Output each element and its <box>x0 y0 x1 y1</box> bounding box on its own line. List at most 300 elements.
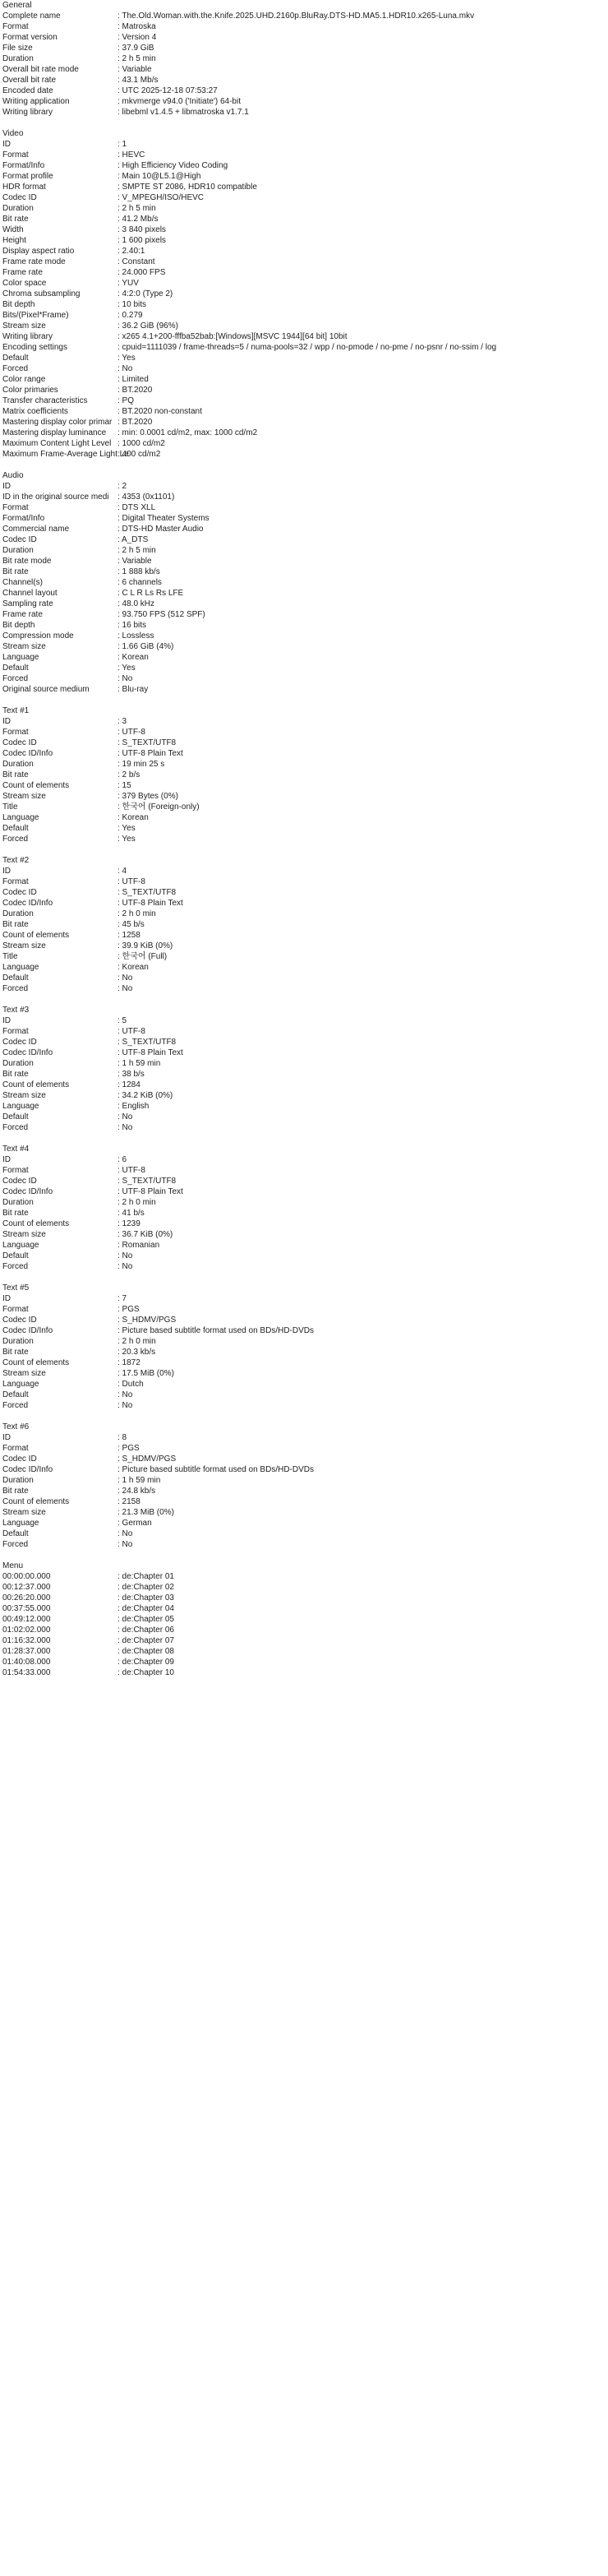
info-value: : No <box>117 984 133 993</box>
info-value: : 34.2 KiB (0%) <box>117 1091 173 1100</box>
info-value: : libebml v1.4.5 + libmatroska v1.7.1 <box>117 108 249 117</box>
info-row <box>2 1571 608 1582</box>
section-general <box>2 0 608 118</box>
info-key: Matrix coefficients <box>2 407 68 416</box>
info-key: Frame rate mode <box>2 257 66 266</box>
info-key: Complete name <box>2 12 61 21</box>
info-value: : 39.9 KiB (0%) <box>117 941 173 950</box>
info-value: : UTF-8 Plain Text <box>117 899 183 908</box>
info-row <box>2 1336 608 1347</box>
section-heading: Audio <box>2 471 24 480</box>
section-text-3 <box>2 1005 608 1133</box>
info-row <box>2 1357 608 1368</box>
section-text-5 <box>2 1283 608 1411</box>
info-row <box>2 1400 608 1411</box>
info-row <box>2 759 608 770</box>
info-value: : A_DTS <box>117 535 149 544</box>
info-key: ID <box>2 717 11 726</box>
info-value: : 한국어 (Full) <box>117 952 168 961</box>
info-value: : S_HDMV/PGS <box>117 1316 177 1325</box>
info-key: Format <box>2 503 29 512</box>
section-heading: Text #1 <box>2 706 30 715</box>
info-key: Width <box>2 225 24 234</box>
info-value: : de:Chapter 10 <box>117 1668 174 1677</box>
info-key: Writing library <box>2 332 53 341</box>
info-value: : Korean <box>117 963 149 972</box>
info-value: : 2 h 0 min <box>117 1337 156 1346</box>
info-row <box>2 609 608 620</box>
info-value: : No <box>117 674 133 683</box>
info-value: : 1.66 GiB (4%) <box>117 642 174 651</box>
info-row <box>2 1657 608 1667</box>
info-value: : 6 channels <box>117 578 162 587</box>
info-value: : 1239 <box>117 1219 140 1228</box>
section-gap <box>2 460 608 470</box>
info-row <box>2 556 608 567</box>
info-value: : 41.2 Mb/s <box>117 215 159 224</box>
info-key: 01:54:33.000 <box>2 1668 51 1677</box>
info-key: Codec ID <box>2 738 37 747</box>
info-row <box>2 21 608 32</box>
info-row <box>2 1197 608 1208</box>
section-gap <box>2 1133 608 1144</box>
info-row <box>2 727 608 738</box>
info-value: : min: 0.0001 cd/m2, max: 1000 cd/m2 <box>117 428 258 437</box>
info-row <box>2 684 608 695</box>
info-value: : 1258 <box>117 931 140 940</box>
info-key: Bit rate <box>2 770 29 779</box>
info-key: Default <box>2 1529 29 1538</box>
info-row <box>2 1582 608 1593</box>
info-value: : No <box>117 974 133 983</box>
info-value: : 3 840 pixels <box>117 225 166 234</box>
info-row <box>2 502 608 513</box>
info-key: Chroma subsampling <box>2 289 81 298</box>
info-row <box>2 278 608 289</box>
info-row <box>2 909 608 919</box>
info-row <box>2 1614 608 1625</box>
info-key: Original source medium <box>2 685 90 694</box>
info-key: Language <box>2 813 39 822</box>
info-row <box>2 203 608 214</box>
info-value: : 6 <box>117 1155 127 1164</box>
info-key: Language <box>2 653 39 662</box>
info-row <box>2 812 608 823</box>
info-value: : de:Chapter 07 <box>117 1636 174 1645</box>
info-key: Format <box>2 728 29 737</box>
info-key: Bits/(Pixel*Frame) <box>2 311 69 320</box>
info-value: : No <box>117 1401 133 1410</box>
info-key: Height <box>2 236 26 245</box>
info-value: : Variable <box>117 65 152 74</box>
info-key: Forced <box>2 1262 29 1271</box>
info-value: : UTF-8 Plain Text <box>117 1187 183 1196</box>
info-row <box>2 1112 608 1122</box>
info-value: : 7 <box>117 1294 127 1303</box>
info-key: Duration <box>2 1198 34 1207</box>
info-value: : Limited <box>117 375 149 384</box>
info-row <box>2 267 608 278</box>
info-row <box>2 513 608 524</box>
info-value: : 21.3 MiB (0%) <box>117 1508 174 1517</box>
info-value: : BT.2020 <box>117 386 153 395</box>
info-value: : Variable <box>117 557 152 566</box>
info-value: : C L R Ls Rs LFE <box>117 589 184 598</box>
info-key: Codec ID/Info <box>2 1465 53 1474</box>
info-row <box>2 1154 608 1165</box>
info-row <box>2 182 608 192</box>
info-row <box>2 449 608 460</box>
info-row <box>2 214 608 224</box>
info-key: ID <box>2 1155 11 1164</box>
info-value: : The.Old.Woman.with.the.Knife.2025.UHD.2160p.BluRay.DTS-HD.MA5.1.HDR10.x265-Luna.mkv <box>117 12 475 21</box>
info-key: Color space <box>2 279 47 288</box>
info-row <box>2 53 608 64</box>
info-key: Codec ID/Info <box>2 1326 53 1335</box>
info-value: : Constant <box>117 257 155 266</box>
info-key: Forced <box>2 984 29 993</box>
section-text-4 <box>2 1144 608 1272</box>
info-row <box>2 791 608 802</box>
info-value: : 20.3 kb/s <box>117 1348 156 1357</box>
info-row <box>2 534 608 545</box>
info-value: : Blu-ray <box>117 685 149 694</box>
section-gap <box>2 1411 608 1422</box>
info-row <box>2 716 608 727</box>
info-row <box>2 363 608 374</box>
info-key: Default <box>2 354 29 363</box>
info-value: : S_TEXT/UTF8 <box>117 1038 177 1047</box>
info-key: Frame rate <box>2 268 43 277</box>
info-key: Default <box>2 1251 29 1260</box>
info-row <box>2 823 608 834</box>
info-row <box>2 331 608 342</box>
info-key: Language <box>2 1519 39 1528</box>
info-row <box>2 246 608 257</box>
info-value: : 2.40:1 <box>117 247 145 256</box>
info-row <box>2 438 608 449</box>
info-row <box>2 1315 608 1325</box>
info-value: : PQ <box>117 396 135 405</box>
info-key: Title <box>2 802 18 812</box>
info-key: Codec ID/Info <box>2 1187 53 1196</box>
info-row <box>2 1122 608 1133</box>
info-key: Overall bit rate mode <box>2 65 79 74</box>
info-row <box>2 310 608 321</box>
info-row <box>2 1486 608 1496</box>
info-row <box>2 289 608 299</box>
info-value: : Matroska <box>117 22 156 31</box>
info-row <box>2 1603 608 1614</box>
info-key: Maximum Frame-Average Light Le <box>2 450 129 459</box>
info-row <box>2 1347 608 1357</box>
info-key: Commercial name <box>2 525 70 534</box>
info-row <box>2 1507 608 1518</box>
info-key: Codec ID <box>2 1316 37 1325</box>
section-gap <box>2 1550 608 1561</box>
info-value: : 8 <box>117 1433 127 1442</box>
info-row <box>2 428 608 438</box>
info-row <box>2 1635 608 1646</box>
info-key: Duration <box>2 760 34 769</box>
info-key: Count of elements <box>2 781 70 790</box>
info-value: : English <box>117 1102 150 1111</box>
info-key: Codec ID <box>2 535 37 544</box>
info-value: : 400 cd/m2 <box>117 450 161 459</box>
info-key: Codec ID <box>2 193 37 202</box>
info-key: Channel layout <box>2 589 58 598</box>
info-value: : 19 min 25 s <box>117 760 165 769</box>
info-value: : DTS-HD Master Audio <box>117 525 204 534</box>
info-row <box>2 150 608 160</box>
info-key: Stream size <box>2 941 46 950</box>
info-key: Default <box>2 664 29 673</box>
info-value: : 1 h 59 min <box>117 1476 161 1485</box>
info-key: Default <box>2 824 29 833</box>
info-row <box>2 1293 608 1304</box>
section-heading: Text #3 <box>2 1006 30 1015</box>
info-key: ID <box>2 140 11 149</box>
info-row <box>2 1101 608 1112</box>
info-key: Bit rate mode <box>2 557 52 566</box>
section-gap <box>2 118 608 128</box>
info-key: Count of elements <box>2 1497 70 1506</box>
info-key: Stream size <box>2 1369 46 1378</box>
info-value: : UTF-8 Plain Text <box>117 1048 183 1057</box>
section-text-2 <box>2 855 608 994</box>
info-value: : mkvmerge v94.0 ('Initiate') 64-bit <box>117 97 241 106</box>
info-row <box>2 1390 608 1400</box>
info-row <box>2 567 608 577</box>
info-row <box>2 107 608 118</box>
info-key: Maximum Content Light Level <box>2 439 112 448</box>
info-value: : 38 b/s <box>117 1070 145 1079</box>
info-key: Codec ID/Info <box>2 899 53 908</box>
info-value: : 한국어 (Foreign-only) <box>117 802 200 812</box>
info-key: Bit rate <box>2 1209 29 1218</box>
info-key: 01:40:08.000 <box>2 1658 51 1667</box>
info-key: Display aspect ratio <box>2 247 75 256</box>
info-row <box>2 1058 608 1069</box>
info-row <box>2 802 608 812</box>
info-value: : 45 b/s <box>117 920 145 929</box>
info-key: Duration <box>2 909 34 918</box>
info-row <box>2 257 608 267</box>
section-gap <box>2 1272 608 1283</box>
info-value: : 5 <box>117 1016 127 1025</box>
section-heading: Text #2 <box>2 856 30 865</box>
section-text-6 <box>2 1422 608 1550</box>
info-key: ID <box>2 1016 11 1025</box>
info-value: : de:Chapter 04 <box>117 1604 174 1613</box>
info-key: Writing application <box>2 97 70 106</box>
info-row <box>2 32 608 43</box>
info-key: Overall bit rate <box>2 76 57 85</box>
info-key: Format <box>2 877 29 886</box>
info-key: Bit rate <box>2 1070 29 1079</box>
info-row <box>2 1667 608 1678</box>
info-value: : 379 Bytes (0%) <box>117 792 178 801</box>
info-value: : 41 b/s <box>117 1209 145 1218</box>
info-key: Codec ID <box>2 1177 37 1186</box>
info-key: Forced <box>2 1401 29 1410</box>
info-key: Count of elements <box>2 1358 70 1367</box>
info-row <box>2 1026 608 1037</box>
info-key: ID <box>2 482 11 491</box>
info-value: : Yes <box>117 354 136 363</box>
info-value: : 4:2:0 (Type 2) <box>117 289 173 298</box>
info-key: HDR format <box>2 183 46 192</box>
info-value: : de:Chapter 01 <box>117 1572 174 1581</box>
info-value: : 2 h 5 min <box>117 546 156 555</box>
info-key: Stream size <box>2 1091 46 1100</box>
info-key: Default <box>2 1112 29 1122</box>
info-row <box>2 962 608 973</box>
info-value: : S_TEXT/UTF8 <box>117 738 177 747</box>
info-row <box>2 1240 608 1251</box>
info-value: : 2 h 5 min <box>117 54 156 63</box>
info-key: Format <box>2 1444 29 1453</box>
info-value: : PGS <box>117 1444 140 1453</box>
info-value: : 37.9 GiB <box>117 44 154 53</box>
info-key: Duration <box>2 204 34 213</box>
info-row <box>2 673 608 684</box>
info-key: Stream size <box>2 321 46 331</box>
info-key: 00:37:55.000 <box>2 1604 51 1613</box>
info-row <box>2 1261 608 1272</box>
info-key: Forced <box>2 364 29 373</box>
info-key: Language <box>2 963 39 972</box>
info-row <box>2 406 608 417</box>
info-row <box>2 1186 608 1197</box>
info-row <box>2 1304 608 1315</box>
info-key: Language <box>2 1380 39 1389</box>
info-value: : No <box>117 1390 133 1399</box>
info-row <box>2 395 608 406</box>
info-key: Encoding settings <box>2 343 67 352</box>
info-key: Color range <box>2 375 46 384</box>
info-row <box>2 299 608 310</box>
info-key: ID <box>2 1433 11 1442</box>
section-audio <box>2 470 608 695</box>
info-row <box>2 75 608 86</box>
info-row <box>2 524 608 534</box>
info-value: : 2 <box>117 482 127 491</box>
info-row <box>2 1251 608 1261</box>
info-row <box>2 139 608 150</box>
info-value: : UTF-8 Plain Text <box>117 749 183 758</box>
info-key: Codec ID <box>2 1454 37 1464</box>
info-key: ID <box>2 867 11 876</box>
info-row <box>2 43 608 53</box>
info-value: : No <box>117 1540 133 1549</box>
section-gap <box>2 695 608 705</box>
info-value: : Main 10@L5.1@High <box>117 172 201 181</box>
info-key: Format/Info <box>2 161 45 170</box>
info-row <box>2 1015 608 1026</box>
info-value: : 16 bits <box>117 621 147 630</box>
info-value: : 2158 <box>117 1497 140 1506</box>
info-row <box>2 898 608 909</box>
info-key: Default <box>2 974 29 983</box>
info-row <box>2 1593 608 1603</box>
info-value: : 2 h 0 min <box>117 1198 156 1207</box>
info-row <box>2 599 608 609</box>
info-key: Duration <box>2 54 34 63</box>
info-value: : German <box>117 1519 152 1528</box>
info-value: : No <box>117 364 133 373</box>
section-heading: General <box>2 1 32 10</box>
info-value: : UTF-8 <box>117 728 145 737</box>
info-key: Codec ID <box>2 1038 37 1047</box>
info-value: : UTF-8 <box>117 1027 145 1036</box>
info-row <box>2 86 608 96</box>
info-key: Mastering display luminance <box>2 428 107 437</box>
info-value: : SMPTE ST 2086, HDR10 compatible <box>117 183 257 192</box>
info-row <box>2 951 608 962</box>
info-row <box>2 1539 608 1550</box>
info-row <box>2 1518 608 1528</box>
section-heading: Text #4 <box>2 1145 30 1154</box>
info-value: : UTC 2025-12-18 07:53:27 <box>117 86 218 95</box>
info-value: : 1 600 pixels <box>117 236 166 245</box>
info-row <box>2 1443 608 1454</box>
info-row <box>2 342 608 353</box>
info-key: Stream size <box>2 1508 46 1517</box>
info-row <box>2 1464 608 1475</box>
info-key: Format profile <box>2 172 53 181</box>
info-value: : 0.279 <box>117 311 143 320</box>
info-key: Format <box>2 1166 29 1175</box>
info-key: Codec ID/Info <box>2 1048 53 1057</box>
info-key: 00:26:20.000 <box>2 1593 51 1602</box>
info-value: : Picture based subtitle format used on BDs/HD-DVDs <box>117 1465 314 1474</box>
info-row <box>2 1080 608 1090</box>
info-row <box>2 224 608 235</box>
info-row <box>2 983 608 994</box>
info-value: : 3 <box>117 717 127 726</box>
info-row <box>2 1625 608 1635</box>
info-row <box>2 11 608 21</box>
info-value: : Yes <box>117 664 136 673</box>
info-value: : 4 <box>117 867 127 876</box>
info-value: : High Efficiency Video Coding <box>117 161 228 170</box>
info-row <box>2 1069 608 1080</box>
info-value: : V_MPEGH/ISO/HEVC <box>117 193 205 202</box>
info-row <box>2 1176 608 1186</box>
info-row <box>2 748 608 759</box>
info-value: : No <box>117 1529 133 1538</box>
info-row <box>2 1208 608 1219</box>
section-video <box>2 128 608 460</box>
info-value: : UTF-8 <box>117 1166 145 1175</box>
info-row <box>2 1496 608 1507</box>
info-row <box>2 64 608 75</box>
info-key: Forced <box>2 1123 29 1132</box>
info-key: Count of elements <box>2 1080 70 1089</box>
info-value: : Version 4 <box>117 33 157 42</box>
info-key: 01:02:02.000 <box>2 1626 51 1635</box>
info-value: : 1284 <box>117 1080 140 1089</box>
info-key: Duration <box>2 1337 34 1346</box>
info-value: : 1000 cd/m2 <box>117 439 165 448</box>
info-key: Writing library <box>2 108 53 117</box>
section-heading: Text #6 <box>2 1422 30 1431</box>
info-row <box>2 545 608 556</box>
info-row <box>2 1432 608 1443</box>
info-row <box>2 577 608 588</box>
info-value: : UTF-8 <box>117 877 145 886</box>
